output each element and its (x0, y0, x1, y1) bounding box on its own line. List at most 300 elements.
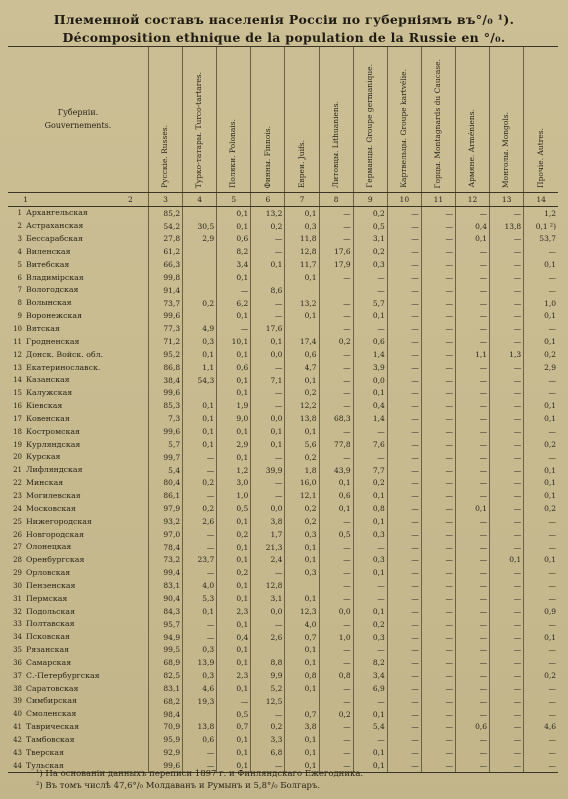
value-cell: — (387, 271, 421, 284)
column-header-label: Литовцы. Lithuaniens. (330, 101, 340, 188)
value-cell: — (387, 759, 421, 772)
governorate-cell (8, 413, 149, 426)
row-number: 19 (13, 440, 22, 449)
row-number: 1 (17, 209, 22, 218)
value-cell: 0,2 (217, 567, 251, 580)
value-cell: 0,6 (319, 490, 353, 503)
column-number: 7 (285, 193, 319, 207)
value-cell: 99,5 (149, 644, 183, 657)
value-cell: 0,1 (217, 734, 251, 747)
column-number: 4 (183, 193, 217, 207)
value-cell: — (387, 605, 421, 618)
value-cell: — (319, 220, 353, 233)
governorate-cell (8, 528, 149, 541)
value-cell: — (217, 695, 251, 708)
value-cell: — (387, 528, 421, 541)
value-cell: — (183, 618, 217, 631)
governorate-cell (8, 323, 149, 336)
governorate-name: Архангельская (26, 208, 88, 218)
value-cell: — (524, 425, 558, 438)
value-cell: 0,6 (183, 734, 217, 747)
row-number: 39 (13, 697, 22, 706)
value-cell: — (455, 605, 489, 618)
value-cell: 0,1 (524, 631, 558, 644)
governorate-cell (8, 657, 149, 670)
value-cell: — (421, 464, 455, 477)
value-cell: 3,3 (251, 734, 285, 747)
row-number: 30 (13, 581, 22, 590)
table-row (8, 284, 558, 297)
governorate-cell (8, 335, 149, 348)
table-row (8, 464, 558, 477)
row-number: 22 (13, 479, 22, 488)
value-cell: — (387, 515, 421, 528)
table-row (8, 502, 558, 515)
value-cell: 7,7 (353, 464, 387, 477)
value-cell: 0,1 (490, 554, 524, 567)
value-cell: 30,5 (183, 220, 217, 233)
governorate-cell (8, 515, 149, 528)
row-number: 17 (13, 414, 22, 423)
governorate-cell (8, 554, 149, 567)
value-cell: — (524, 528, 558, 541)
value-cell: — (319, 374, 353, 387)
value-cell: — (251, 361, 285, 374)
value-cell: 1,0 (217, 490, 251, 503)
row-number: 2 (17, 222, 22, 231)
value-cell: — (524, 271, 558, 284)
value-cell: — (387, 746, 421, 759)
value-cell: — (421, 348, 455, 361)
governorate-cell (8, 284, 149, 297)
value-cell: 0,1 (353, 515, 387, 528)
value-cell: — (421, 682, 455, 695)
value-cell: 97,0 (149, 528, 183, 541)
value-cell: 0,1 (217, 374, 251, 387)
value-cell: — (455, 413, 489, 426)
value-cell: — (490, 258, 524, 271)
value-cell: — (421, 759, 455, 772)
value-cell: 0,1 (353, 310, 387, 323)
value-cell: — (524, 284, 558, 297)
governorate-cell (8, 438, 149, 451)
value-cell: — (421, 310, 455, 323)
value-cell: — (319, 400, 353, 413)
value-cell: 0,7 (217, 721, 251, 734)
value-cell: — (251, 567, 285, 580)
value-cell: — (183, 746, 217, 759)
value-cell: — (421, 502, 455, 515)
value-cell (251, 271, 285, 284)
value-cell: 0,2 (217, 528, 251, 541)
value-cell: — (319, 323, 353, 336)
value-cell: — (421, 695, 455, 708)
value-cell: — (421, 323, 455, 336)
value-cell: 13,9 (183, 657, 217, 670)
governorate-cell (8, 246, 149, 259)
value-cell: 0,1 (524, 310, 558, 323)
value-cell: 0,1 (217, 746, 251, 759)
value-cell: 0,2 (319, 708, 353, 721)
value-cell: 2,9 (217, 438, 251, 451)
value-cell: — (455, 746, 489, 759)
value-cell: 85,2 (149, 207, 183, 220)
row-number: 9 (17, 312, 22, 321)
row-number: 36 (13, 658, 22, 667)
value-cell: — (421, 233, 455, 246)
value-cell: 0,1 (217, 592, 251, 605)
governorate-cell (8, 605, 149, 618)
value-cell: — (490, 631, 524, 644)
value-cell: — (421, 207, 455, 220)
governorate-name: Казанская (26, 375, 70, 385)
value-cell: — (490, 425, 524, 438)
value-cell: 3,8 (285, 721, 319, 734)
table-row (8, 592, 558, 605)
column-header (319, 47, 353, 193)
value-cell: — (183, 759, 217, 772)
row-number: 35 (13, 646, 22, 655)
value-cell: — (490, 490, 524, 503)
value-cell: — (490, 310, 524, 323)
value-cell: — (183, 451, 217, 464)
value-cell: — (319, 297, 353, 310)
value-cell: 19,3 (183, 695, 217, 708)
row-number: 40 (13, 710, 22, 719)
value-cell (285, 323, 319, 336)
value-cell: 0,1 (217, 682, 251, 695)
value-cell: — (490, 682, 524, 695)
table-row (8, 438, 558, 451)
value-cell: — (319, 515, 353, 528)
table-row (8, 708, 558, 721)
column-number-label: 2 (128, 194, 133, 204)
value-cell: 66,3 (149, 258, 183, 271)
value-cell: — (421, 284, 455, 297)
value-cell: 0,2 (251, 721, 285, 734)
governorate-cell (8, 708, 149, 721)
governorate-cell (8, 695, 149, 708)
value-cell: — (490, 708, 524, 721)
value-cell: 13,2 (285, 297, 319, 310)
value-cell: — (490, 657, 524, 670)
value-cell: — (387, 579, 421, 592)
value-cell: 0,1 (353, 567, 387, 580)
value-cell: 17,6 (251, 323, 285, 336)
value-cell: — (251, 708, 285, 721)
row-number: 37 (13, 671, 22, 680)
value-cell: 94,9 (149, 631, 183, 644)
value-cell: — (490, 207, 524, 220)
value-cell: — (490, 579, 524, 592)
value-cell: — (421, 387, 455, 400)
value-cell: — (421, 579, 455, 592)
value-cell: 99,6 (149, 310, 183, 323)
value-cell: 95,2 (149, 348, 183, 361)
value-cell: — (490, 515, 524, 528)
value-cell: — (524, 567, 558, 580)
governorate-cell (8, 361, 149, 374)
value-cell: — (387, 413, 421, 426)
value-cell: 83,1 (149, 579, 183, 592)
table-row (8, 734, 558, 747)
value-cell: — (353, 425, 387, 438)
value-cell: 1,9 (217, 400, 251, 413)
ethnic-composition-table (8, 46, 558, 773)
value-cell: — (455, 734, 489, 747)
value-cell: — (387, 541, 421, 554)
value-cell: 70,9 (149, 721, 183, 734)
value-cell: 82,5 (149, 669, 183, 682)
value-cell: 16,0 (285, 477, 319, 490)
governorate-name: Полтавская (26, 619, 75, 629)
table-row (8, 400, 558, 413)
value-cell: 73,2 (149, 554, 183, 567)
table-row (8, 233, 558, 246)
governorates-header-ru: Губерніи. (57, 107, 99, 117)
value-cell: — (387, 631, 421, 644)
value-cell: 0,1 (285, 554, 319, 567)
value-cell: — (421, 669, 455, 682)
value-cell: — (387, 644, 421, 657)
governorate-name: Псковская (26, 632, 70, 642)
column-number: 14 (524, 193, 558, 207)
row-number: 11 (13, 337, 22, 346)
value-cell: — (319, 387, 353, 400)
header-row (8, 47, 558, 193)
value-cell: — (455, 258, 489, 271)
value-cell (183, 207, 217, 220)
row-number: 25 (13, 517, 22, 526)
value-cell: — (455, 361, 489, 374)
governorate-cell (8, 400, 149, 413)
value-cell: 2,9 (183, 233, 217, 246)
value-cell: — (421, 374, 455, 387)
value-cell: — (421, 592, 455, 605)
value-cell: 0,2 (183, 297, 217, 310)
row-number: 42 (13, 736, 22, 745)
governorate-name: Тамбовская (26, 735, 75, 745)
value-cell: 3,1 (251, 592, 285, 605)
value-cell: 0,1 (183, 605, 217, 618)
governorate-cell (8, 579, 149, 592)
governorate-name: Волынская (26, 298, 72, 308)
column-header-label: Горцы. Montagnards du Caucase. (433, 58, 443, 188)
governorates-header-fr: Gouvernements. (44, 120, 112, 130)
value-cell (183, 246, 217, 259)
row-number: 32 (13, 607, 22, 616)
value-cell: 0,1 (217, 451, 251, 464)
value-cell: — (490, 246, 524, 259)
column-header (387, 47, 421, 193)
governorate-name: Тульская (26, 760, 64, 770)
value-cell: 0,1 (319, 477, 353, 490)
value-cell: 0,6 (285, 348, 319, 361)
value-cell: — (490, 502, 524, 515)
row-number: 14 (13, 376, 22, 385)
value-cell: 0,1 (251, 335, 285, 348)
value-cell: 0,6 (217, 361, 251, 374)
governorate-cell (8, 425, 149, 438)
value-cell: 0,1 (285, 734, 319, 747)
value-cell: 8,8 (251, 657, 285, 670)
value-cell: — (490, 669, 524, 682)
value-cell: 7,6 (353, 438, 387, 451)
row-number: 33 (13, 620, 22, 629)
value-cell: 3,4 (353, 669, 387, 682)
value-cell: — (421, 541, 455, 554)
value-cell: 0,1 (353, 759, 387, 772)
value-cell: — (455, 631, 489, 644)
table-row (8, 335, 558, 348)
value-cell: — (490, 734, 524, 747)
governorate-name: Виленская (26, 246, 71, 256)
value-cell: — (455, 425, 489, 438)
value-cell: — (387, 708, 421, 721)
value-cell: — (353, 734, 387, 747)
table-row (8, 310, 558, 323)
governorate-name: Владимірская (26, 272, 84, 282)
value-cell: 4,6 (183, 682, 217, 695)
value-cell: 17,9 (319, 258, 353, 271)
value-cell: 93,2 (149, 515, 183, 528)
value-cell: 0,3 (183, 335, 217, 348)
value-cell: 0,1 (353, 708, 387, 721)
value-cell: — (455, 297, 489, 310)
row-number: 24 (13, 504, 22, 513)
column-header-label: Финны. Finnois. (262, 125, 272, 188)
value-cell (285, 579, 319, 592)
value-cell: — (387, 477, 421, 490)
governorate-cell (8, 451, 149, 464)
value-cell: 13,2 (251, 207, 285, 220)
value-cell: — (455, 477, 489, 490)
value-cell: — (387, 502, 421, 515)
value-cell: — (387, 425, 421, 438)
value-cell: 0,1 (251, 438, 285, 451)
value-cell: — (524, 323, 558, 336)
governorate-name: Таврическая (26, 722, 80, 732)
value-cell: 54,2 (149, 220, 183, 233)
value-cell: — (455, 682, 489, 695)
row-number: 20 (13, 453, 22, 462)
value-cell: — (319, 721, 353, 734)
value-cell: 23,7 (183, 554, 217, 567)
value-cell: — (251, 759, 285, 772)
column-header (353, 47, 387, 193)
value-cell: — (455, 323, 489, 336)
governorate-name: Пензенская (26, 580, 76, 590)
table-row (8, 361, 558, 374)
governorate-cell (8, 669, 149, 682)
value-cell: — (490, 528, 524, 541)
value-cell: 43,9 (319, 464, 353, 477)
value-cell: — (319, 361, 353, 374)
value-cell: — (183, 490, 217, 503)
governorate-name: Нижегородская (26, 516, 92, 526)
value-cell: — (251, 477, 285, 490)
value-cell: 0,1 (455, 502, 489, 515)
value-cell: 12,2 (285, 400, 319, 413)
value-cell: — (421, 515, 455, 528)
value-cell: 7,1 (251, 374, 285, 387)
value-cell: 0,1 (524, 554, 558, 567)
table-row (8, 721, 558, 734)
value-cell: — (455, 335, 489, 348)
value-cell: — (524, 579, 558, 592)
table-row (8, 528, 558, 541)
value-cell: — (251, 451, 285, 464)
value-cell: 9,0 (217, 413, 251, 426)
column-number (8, 193, 149, 207)
value-cell: — (251, 490, 285, 503)
value-cell: 0,1 (285, 425, 319, 438)
value-cell: 2,3 (217, 669, 251, 682)
value-cell: 1,4 (353, 413, 387, 426)
column-number-row (8, 193, 558, 207)
table-row (8, 297, 558, 310)
value-cell: 0,1 (353, 746, 387, 759)
value-cell: — (455, 644, 489, 657)
value-cell: — (455, 618, 489, 631)
value-cell: — (524, 759, 558, 772)
governorate-name: Пермская (26, 593, 68, 603)
value-cell: 8,2 (353, 657, 387, 670)
row-number: 10 (13, 325, 22, 334)
value-cell: — (319, 271, 353, 284)
value-cell: 0,2 (285, 451, 319, 464)
value-cell: — (455, 490, 489, 503)
value-cell: — (490, 413, 524, 426)
value-cell: 0,0 (251, 348, 285, 361)
table-row (8, 657, 558, 670)
value-cell: 0,1 (217, 541, 251, 554)
value-cell: 68,2 (149, 695, 183, 708)
value-cell: 6,9 (353, 682, 387, 695)
column-header (524, 47, 558, 193)
value-cell: 5,3 (183, 592, 217, 605)
governorate-cell (8, 233, 149, 246)
value-cell: 0,3 (183, 669, 217, 682)
value-cell: 0,2 (353, 246, 387, 259)
value-cell: — (455, 592, 489, 605)
column-header (285, 47, 319, 193)
table-row (8, 220, 558, 233)
value-cell: — (455, 310, 489, 323)
value-cell: — (524, 246, 558, 259)
value-cell: — (183, 528, 217, 541)
value-cell: 97,9 (149, 502, 183, 515)
value-cell: — (421, 644, 455, 657)
value-cell: — (387, 387, 421, 400)
value-cell: 0,1 (285, 271, 319, 284)
value-cell: 0,1 ²) (524, 220, 558, 233)
value-cell: — (421, 477, 455, 490)
value-cell: — (490, 541, 524, 554)
value-cell: 2,4 (251, 554, 285, 567)
value-cell: 0,1 (524, 464, 558, 477)
row-number: 6 (17, 273, 22, 282)
row-number: 5 (17, 260, 22, 269)
table-row (8, 207, 558, 220)
table-row (8, 490, 558, 503)
value-cell: — (490, 233, 524, 246)
value-cell: — (421, 746, 455, 759)
value-cell: 0,1 (285, 746, 319, 759)
value-cell: 0,1 (217, 644, 251, 657)
value-cell: — (490, 361, 524, 374)
value-cell: 0,1 (353, 605, 387, 618)
